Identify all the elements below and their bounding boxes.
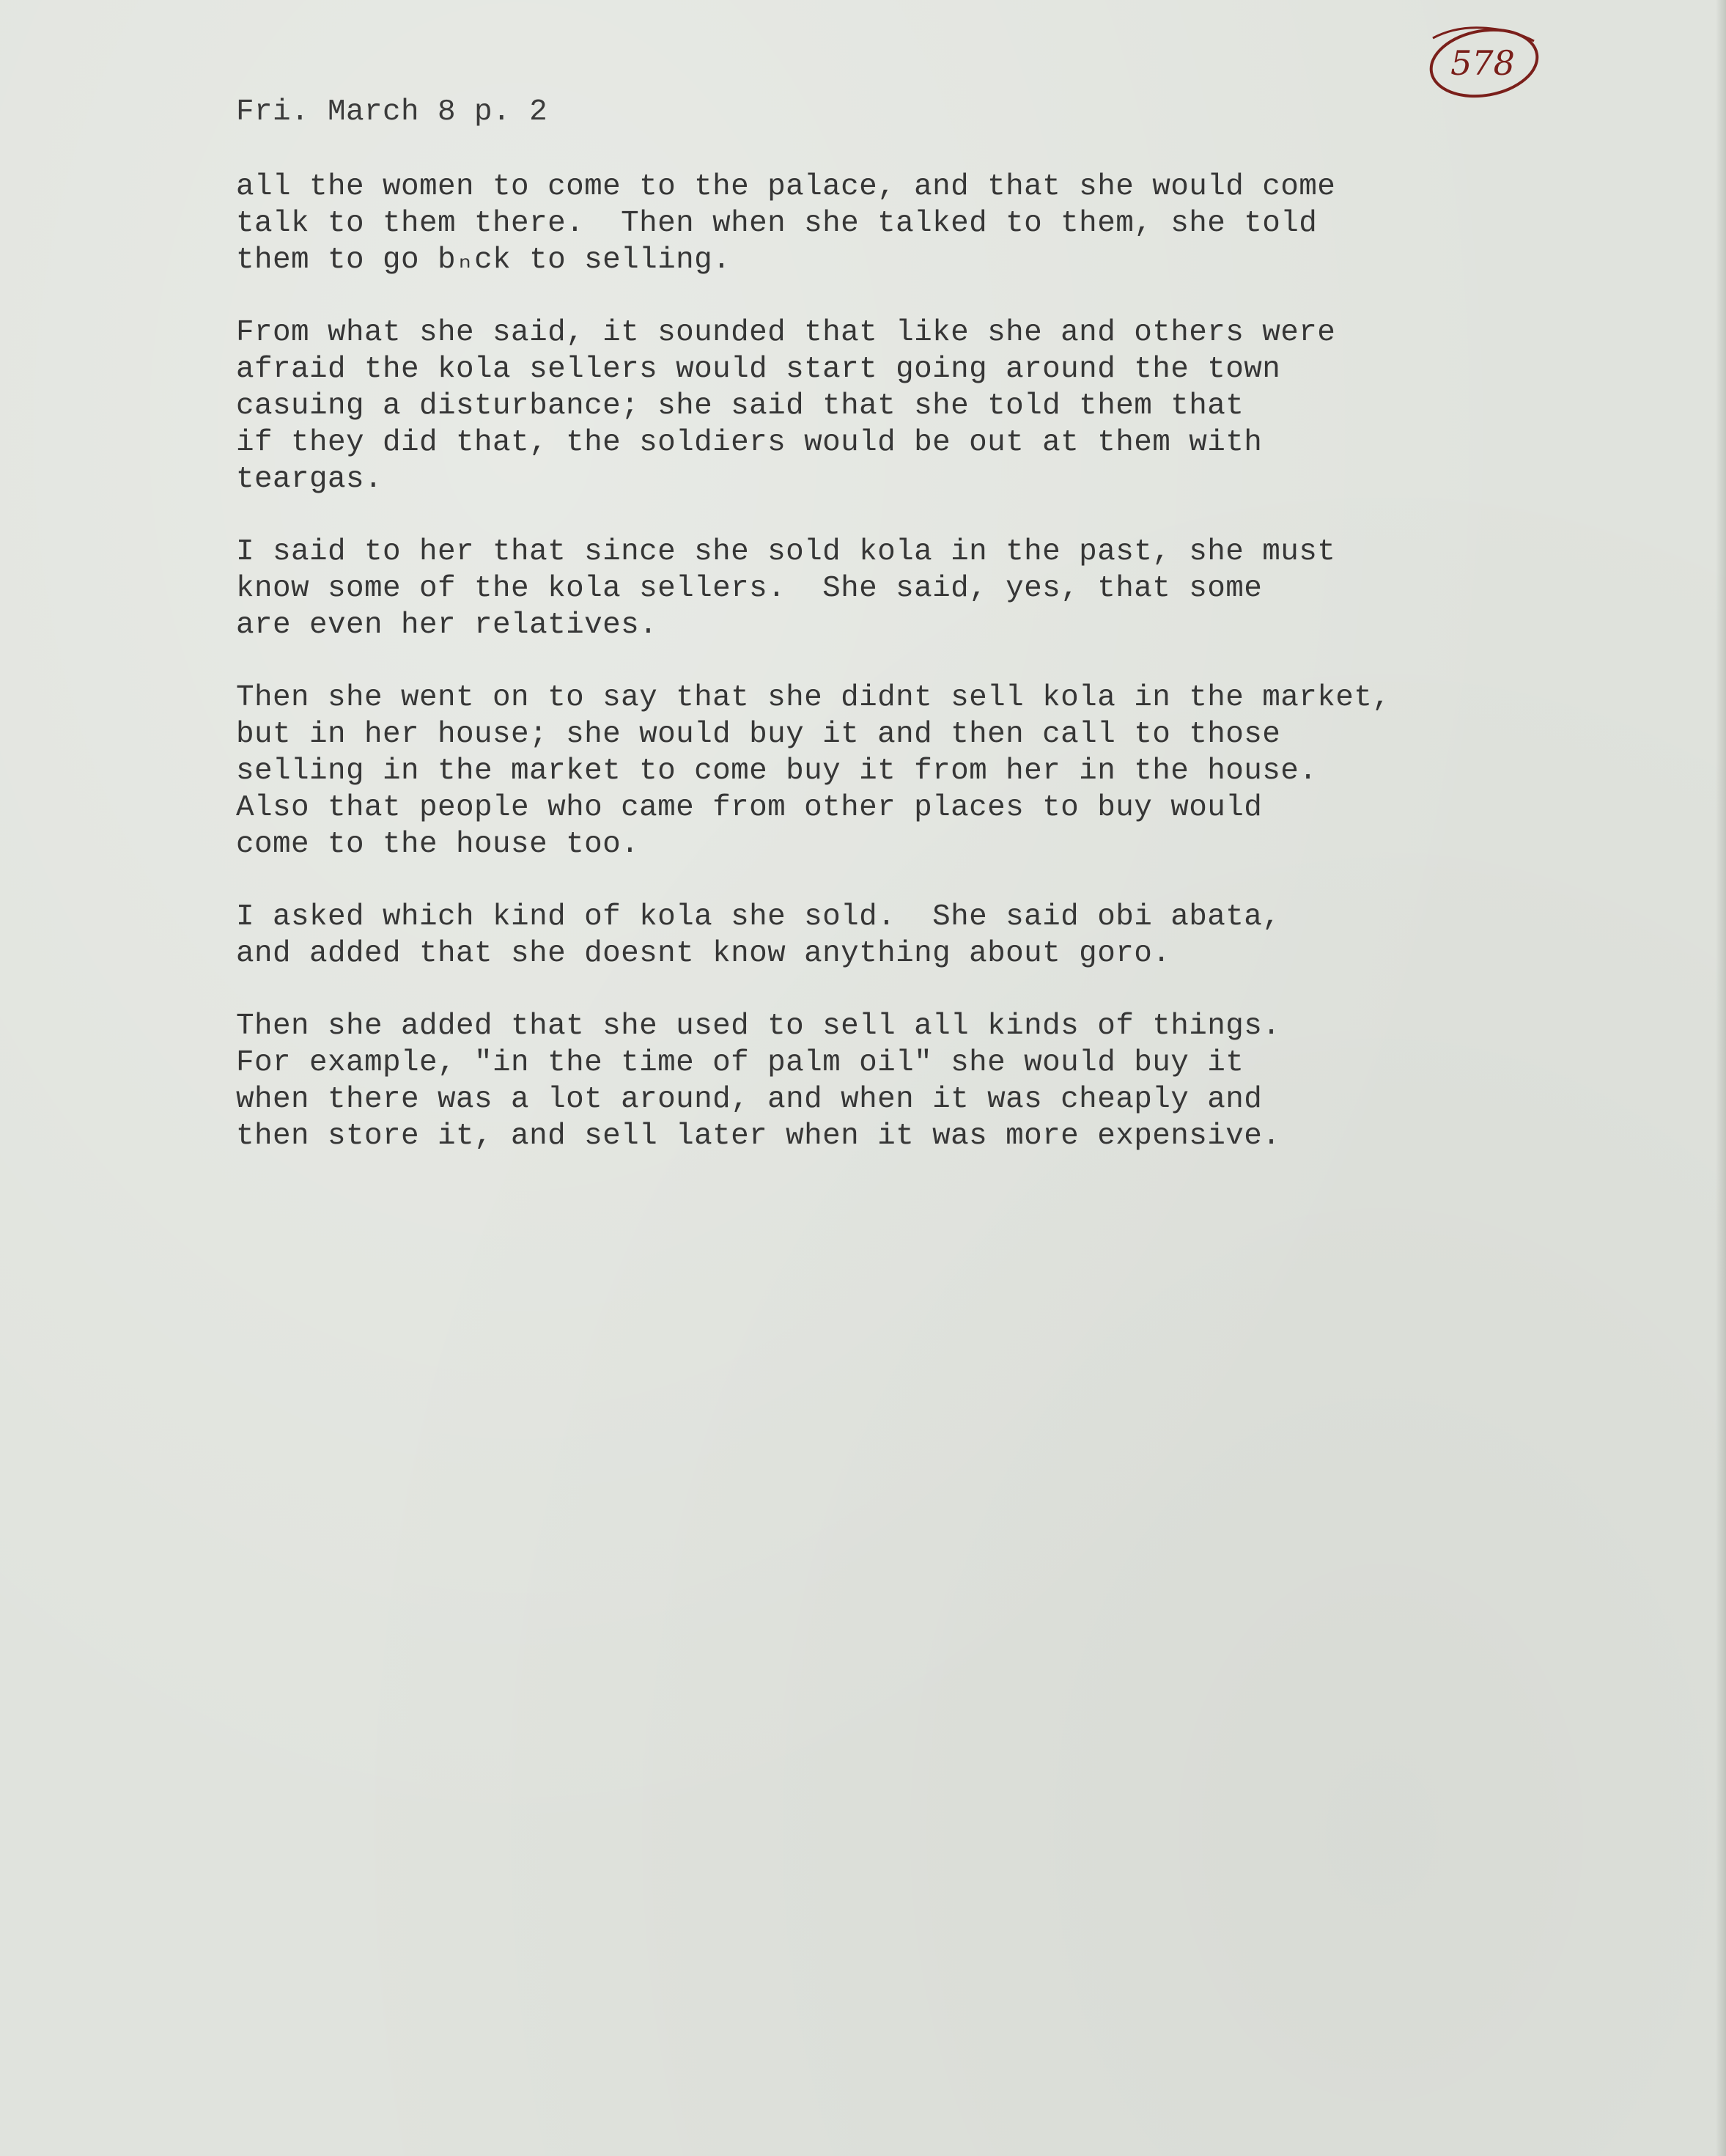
paragraph (236, 1008, 1672, 1155)
text-line: I said to her that since she sold kola in the past, she must (236, 535, 1336, 569)
text-line: but in her house; she would buy it and then call to those (236, 718, 1281, 751)
text-line: From what she said, it sounded that like she and others were (236, 316, 1336, 350)
text-line: come to the house too. (236, 828, 640, 861)
text-line: afraid the kola sellers would start going around the town (236, 353, 1281, 386)
text-line: them to go bₙck to selling. (236, 243, 731, 277)
paragraph (236, 169, 1672, 279)
document-body (236, 169, 1672, 1191)
text-line: when there was a lot around, and when it was cheaply and (236, 1083, 1263, 1116)
text-line: Then she added that she used to sell all kinds of things. (236, 1009, 1281, 1043)
text-line: casuing a disturbance; she said that she told them that (236, 389, 1244, 423)
page-header: Fri. March 8 p. 2 (236, 95, 548, 129)
text-line: Then she went on to say that she didnt sell kola in the market, (236, 681, 1391, 715)
folio-number-text: 578 (1450, 43, 1515, 83)
text-line: then store it, and sell later when it was more expensive. (236, 1119, 1281, 1153)
text-line: Also that people who came from other places to buy would (236, 791, 1263, 825)
paragraph (236, 680, 1672, 863)
text-line: talk to them there. Then when she talked to them, she told (236, 207, 1318, 240)
handwritten-folio-number (1426, 22, 1543, 103)
text-line: know some of the kola sellers. She said, yes, that some (236, 572, 1263, 606)
text-line: and added that she doesnt know anything about goro. (236, 937, 1171, 971)
text-line: if they did that, the soldiers would be out at them with (236, 426, 1263, 460)
paragraph (236, 314, 1672, 498)
text-line: are even her relatives. (236, 608, 658, 642)
paragraph (236, 534, 1672, 644)
text-line: I asked which kind of kola she sold. She said obi abata, (236, 900, 1281, 934)
text-line: all the women to come to the palace, and that she would come (236, 170, 1336, 204)
text-line: selling in the market to come buy it from her in the house. (236, 754, 1318, 788)
text-line: For example, "in the time of palm oil" she would buy it (236, 1046, 1244, 1080)
folio-circle-annotation (1426, 22, 1543, 103)
text-line: teargas. (236, 463, 383, 496)
page-edge-shadow (1716, 0, 1726, 2156)
paragraph (236, 899, 1672, 972)
